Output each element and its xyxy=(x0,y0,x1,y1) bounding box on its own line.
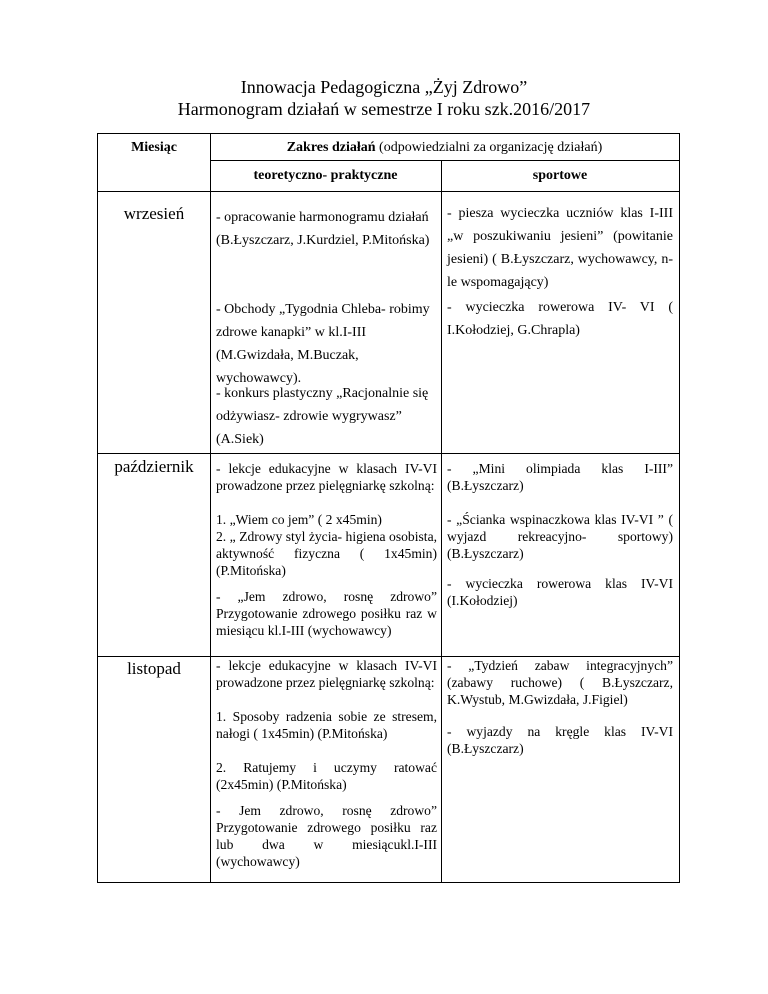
sport-item: - „Tydzień zabaw integracyjnych” (zabawy ruchowe) ( B.Łyszczarz, K.Wystub, M.Gwizdała, J.Figiel) xyxy=(447,658,673,707)
theory-item: - opracowanie harmonogramu działań (B.Łyszczarz, J.Kurdziel, P.Mitońska) xyxy=(216,210,430,248)
row-divider-1 xyxy=(97,453,679,454)
header-bottom xyxy=(97,191,679,192)
theory-item: 1. Sposoby radzenia sobie ze stresem, nałogi ( 1x45min) (P.Mitońska) xyxy=(216,709,437,741)
header-month: Miesiąc xyxy=(131,140,177,155)
table-border-right xyxy=(679,133,680,883)
sport-item: - wycieczka rowerowa IV- VI ( I.Kołodziej, G.Chrapla) xyxy=(447,300,673,338)
month-pazdziernik: październik xyxy=(114,457,194,476)
sport-item: - wyjazdy na kręgle klas IV-VI (B.Łyszczarz) xyxy=(447,724,673,756)
theory-item: 1. „Wiem co jem” ( 2 x45min) xyxy=(216,512,382,527)
document-title: Innowacja Pedagogiczna „Żyj Zdrowo” xyxy=(240,77,528,97)
theory-item: - Obchody „Tygodnia Chleba- robimy zdrowe kanapki” w kl.I-III (M.Gwizdała, M.Buczak, wychowawcy). xyxy=(216,302,430,386)
header-divider xyxy=(210,160,679,161)
theory-item: - konkurs plastyczny „Racjonalnie się odżywiasz- zdrowie wygrywasz” (A.Siek) xyxy=(216,386,429,447)
header-scope xyxy=(210,139,679,157)
theory-item: - Jem zdrowo, rosnę zdrowo” Przygotowanie zdrowego posiłku raz lub dwa w miesiącukl.I-III (wychowawcy) xyxy=(216,803,437,869)
theory-item: - lekcje edukacyjne w klasach IV-VI prowadzone przez pielęgniarkę szkolną: xyxy=(216,461,437,493)
table-border-left xyxy=(97,133,98,883)
header-scope-note: (odpowiedzialni za organizację działań) xyxy=(375,140,603,155)
header-sport: sportowe xyxy=(532,168,588,183)
theory-item: - lekcje edukacyjne w klasach IV-VI prowadzone przez pielęgniarkę szkolną: xyxy=(216,658,437,690)
header-theory: teoretyczno- praktyczne xyxy=(253,168,398,183)
table-border-top xyxy=(97,133,679,134)
table-border-bottom xyxy=(97,882,679,883)
theory-item: - „Jem zdrowo, rosnę zdrowo” Przygotowanie zdrowego posiłku raz w miesiącu kl.I-III (wychowawcy) xyxy=(216,589,437,638)
sport-item: - wycieczka rowerowa klas IV-VI (I.Kołodziej) xyxy=(447,576,673,608)
theory-item: 2. „ Zdrowy styl życia- higiena osobista, aktywność fizyczna ( 1x45min) (P.Mitońska) xyxy=(216,529,437,578)
month-listopad: listopad xyxy=(127,659,181,678)
header-scope-bold: Zakres działań xyxy=(286,140,376,155)
column-divider-2 xyxy=(441,160,442,883)
column-divider-1 xyxy=(210,133,211,883)
theory-item: 2. Ratujemy i uczymy ratować (2x45min) (P.Mitońska) xyxy=(216,760,437,792)
document-subtitle: Harmonogram działań w semestrze I roku szk.2016/2017 xyxy=(177,99,591,119)
sport-item: - „Mini olimpiada klas I-III” (B.Łyszczarz) xyxy=(447,461,673,493)
month-wrzesien: wrzesień xyxy=(123,204,185,223)
sport-item: - „Ścianka wspinaczkowa klas IV-VI ” ( wyjazd rekreacyjno- sportowy) (B.Łyszczarz) xyxy=(447,512,673,561)
sport-item: - piesza wycieczka uczniów klas I-III „w poszukiwaniu jesieni” (powitanie jesieni) ( B.Łyszczarz, wychowawcy, n-le wspomagający) xyxy=(447,206,673,290)
